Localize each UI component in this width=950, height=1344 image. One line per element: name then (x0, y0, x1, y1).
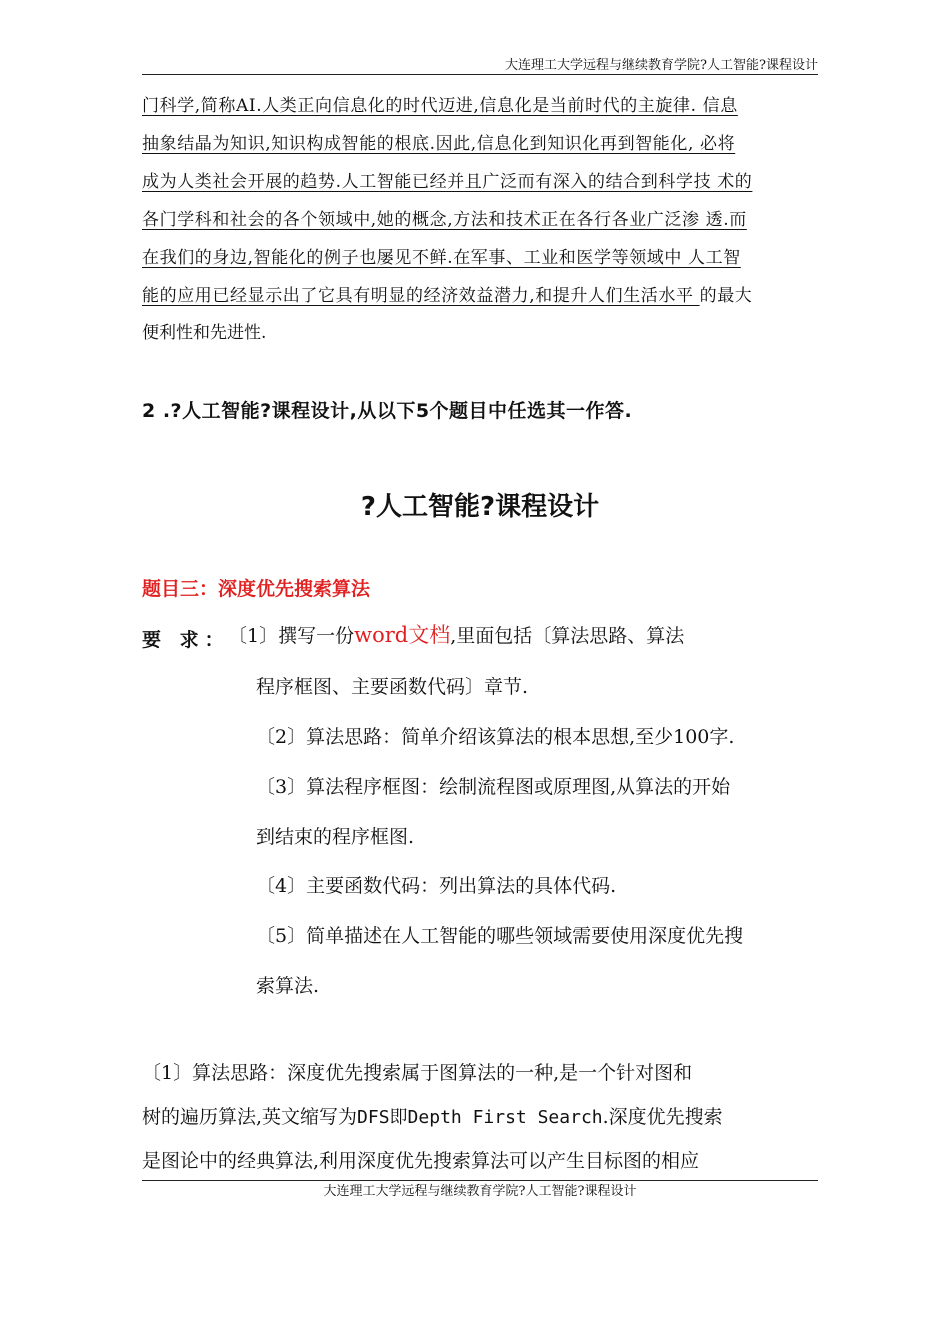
footer-rule (142, 1180, 818, 1181)
intro-text: 门科学,简称AI.人类正向信息化的时代迈进,信息化是当前时代的主旋律. 信息 (142, 96, 738, 116)
intro-line-3 (142, 171, 752, 193)
intro-text-tail: 的最大 (699, 286, 753, 306)
requirement-4: 〔4〕主要函数代码：列出算法的具体代码. (256, 875, 617, 897)
answer-line-3: 是图论中的经典算法,利用深度优先搜索算法可以产生目标图的相应 (142, 1150, 700, 1172)
answer-line-1: 〔1〕算法思路：深度优先搜索属于图算法的一种,是一个针对图和 (142, 1062, 693, 1084)
requirement-1 (228, 622, 684, 649)
page-footer: 大连理工大学远程与继续教育学院?人工智能?课程设计 (323, 1184, 637, 1199)
answer-text: 树的遍历算法,英文缩写为 (142, 1106, 358, 1128)
requirement-2: 〔2〕算法思路：简单介绍该算法的根本思想,至少100字. (256, 726, 735, 748)
intro-line-4 (142, 209, 747, 231)
intro-line-1 (142, 95, 738, 117)
intro-text: 在我们的身边,智能化的例子也屡见不鲜.在军事、工业和医学等领域中 人工智 (142, 248, 741, 268)
header-rule (142, 74, 818, 75)
topic-heading: 题目三：深度优先搜索算法 (142, 578, 371, 600)
question-2: 2 .?人工智能?课程设计,从以下5个题目中任选其一作答. (142, 400, 633, 422)
requirement-3-cont: 到结束的程序框图. (256, 826, 415, 848)
requirements-label: 要 求： (142, 629, 230, 651)
intro-line-2 (142, 133, 735, 155)
intro-text: 成为人类社会开展的趋势.人工智能已经并且广泛而有深入的结合到科学技 术的 (142, 172, 753, 192)
intro-line-7: 便利性和先进性. (142, 323, 267, 343)
requirement-text: ,里面包括〔算法思路、算法 (450, 625, 685, 647)
requirement-5: 〔5〕简单描述在人工智能的哪些领域需要使用深度优先搜 (256, 925, 744, 947)
requirement-text: 〔1〕撰写一份 (228, 625, 355, 647)
intro-text: 能的应用已经显示出了它具有明显的经济效益潜力,和提升人们生活水平 (142, 286, 700, 306)
intro-line-6 (142, 285, 752, 307)
page-header: 大连理工大学远程与继续教育学院?人工智能?课程设计 (505, 58, 818, 73)
intro-line-5 (142, 247, 741, 269)
requirement-1-cont: 程序框图、主要函数代码〕章节. (256, 676, 529, 698)
requirement-5-cont: 索算法. (256, 975, 320, 997)
intro-text: 各门学科和社会的各个领域中,她的概念,方法和技术正在各行各业广泛渗 透.而 (142, 210, 747, 230)
requirement-3: 〔3〕算法程序框图：绘制流程图或原理图,从算法的开始 (256, 776, 731, 798)
answer-line-2 (142, 1104, 723, 1131)
page-title: ?人工智能?课程设计 (360, 492, 600, 522)
answer-text: .深度优先搜索 (602, 1106, 723, 1128)
requirement-highlight: word文档 (354, 623, 451, 647)
intro-text: 抽象结晶为知识,知识构成智能的根底.因此,信息化到知识化再到智能化, 必将 (142, 134, 736, 154)
answer-code-term: DFS即Depth First Search (357, 1107, 603, 1128)
